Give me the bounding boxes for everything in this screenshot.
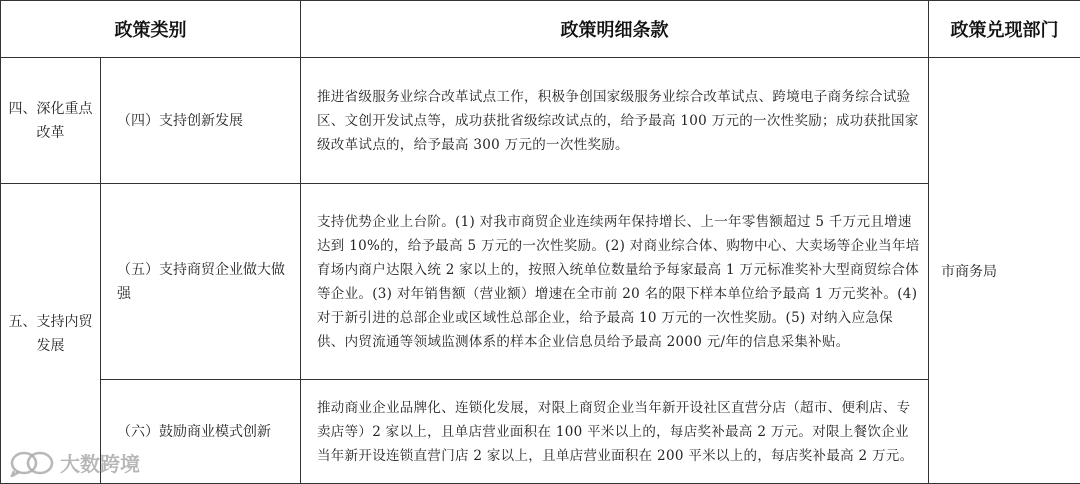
subcategory-cell: （五）支持商贸企业做大做强 bbox=[101, 184, 301, 380]
header-detail: 政策明细条款 bbox=[301, 1, 929, 58]
subcategory-cell: （六）鼓励商业模式创新 bbox=[101, 380, 301, 484]
detail-cell: 推动商业企业品牌化、连锁化发展，对限上商贸企业当年新开设社区直营分店（超市、便利店、专卖店等）2 家以上，且单店营业面积在 100 平米以上的，每店奖补最高 2 万元。对限上餐饮企业当年新开设连锁直营门店 2 家以上，且单店营业面积在 200 平米以上的，每店奖补最高 2 万元。 bbox=[301, 380, 929, 484]
watermark-text: 大数跨境 bbox=[60, 452, 140, 476]
header-row bbox=[1, 1, 1080, 58]
subcategory-cell: （四）支持创新发展 bbox=[101, 58, 301, 184]
header-category: 政策类别 bbox=[1, 1, 301, 58]
chat-bubble-icon bbox=[10, 449, 54, 477]
watermark bbox=[10, 448, 140, 477]
detail-cell: 支持优势企业上台阶。(1) 对我市商贸企业连续两年保持增长、上一年零售额超过 5 千万元且增速达到 10%的，给予最高 5 万元的一次性奖励。(2) 对商业综合体、购物中心、大卖场等企业当年培育场内商户达限入统 2 家以上的，按照入统单位数量给予每家最高 1 万元标准奖补大型商贸综合体等企业。(3) 对年销售额（营业额）增速在全市前 20 名的限下样本单位给予最高 1 万元奖补。(4) 对于新引进的总部企业或区域性总部企业，给予最高 10 万元的一次性奖励。(5) 对纳入应急保供、内贸流通等领域监测体系的样本企业信息员给予最高 2000 元/年的信息采集补贴。 bbox=[301, 184, 929, 380]
category-cell: 五、支持内贸发展 bbox=[1, 184, 101, 484]
category-cell: 四、深化重点改革 bbox=[1, 58, 101, 184]
header-department: 政策兑现部门 bbox=[929, 1, 1080, 58]
table-row bbox=[1, 380, 1080, 484]
detail-cell: 推进省级服务业综合改革试点工作，积极争创国家级服务业综合改革试点、跨境电子商务综合试验区、文创开发试点等，成功获批省级综改试点的，给予最高 100 万元的一次性奖励；成功获批国家级改革试点的，给予最高 300 万元的一次性奖励。 bbox=[301, 58, 929, 184]
table-row bbox=[1, 58, 1080, 184]
table-row bbox=[1, 184, 1080, 380]
department-cell: 市商务局 bbox=[929, 58, 1080, 484]
